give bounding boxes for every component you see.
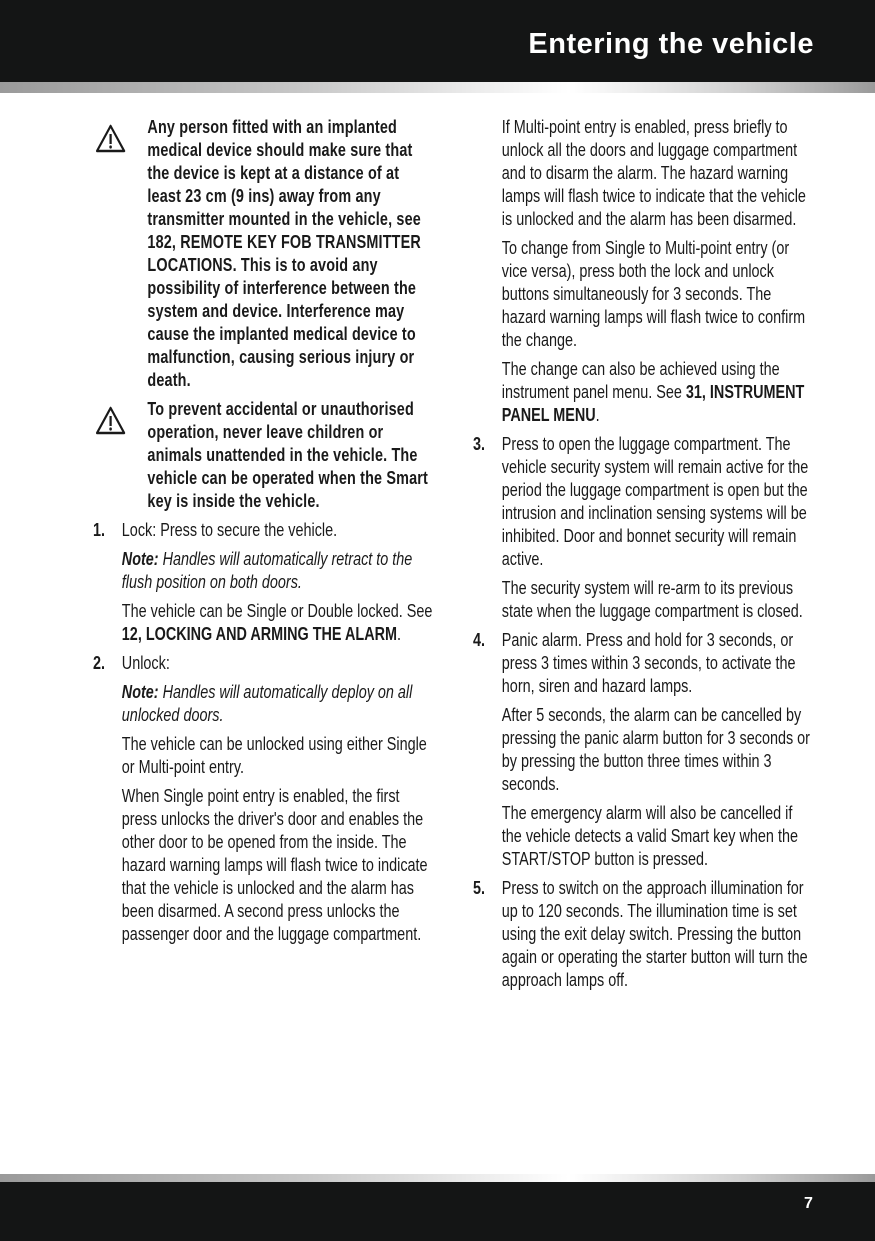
item-text: Lock: Press to secure the vehicle. [121,520,338,540]
paragraph: The security system will re-arm to its previous state when the luggage compartment is closed. [501,578,803,621]
note-text: Handles will automatically deploy on all unlocked doors. [121,682,413,725]
cross-reference-link[interactable]: 31, INSTRUMENT PANEL MENU [501,382,805,425]
warning-triangle-icon [95,406,127,436]
paragraph-end: . [595,405,600,425]
warning-text: To prevent accidental or unauthorised operation, never leave children or animals unattended in the vehicle. The vehicle can be operated when the Smart key is inside the vehicle. [147,399,428,511]
paragraph-end: . [397,624,402,644]
warning-triangle-icon [95,124,127,154]
footer-divider [0,1174,875,1182]
cross-reference-link[interactable]: 12, LOCKING AND ARMING THE ALARM [121,624,398,644]
paragraph: The emergency alarm will also be cancelled if the vehicle detects a valid Smart key when the START/STOP button is pressed. [501,803,798,869]
paragraph-text: The change can also be achieved using the instrument panel menu. See [501,359,780,402]
list-item-panic-alarm [473,629,812,871]
list-item-approach-lamps [473,877,812,992]
header-bar [0,0,875,82]
list-item-unlock [93,652,435,946]
note [122,548,436,594]
paragraph [122,600,436,646]
item-number: 2. [93,653,106,673]
right-column [473,116,875,998]
warning-children [93,398,435,513]
item-text: Panic alarm. Press and hold for 3 seconds, or press 3 times within 3 seconds, to activate the horn, siren and hazard lamps. [501,630,796,696]
paragraph: When Single point entry is enabled, the first press unlocks the driver's door and enables the other door to be opened from the inside. The hazard warning lamps will flash twice to indicate that the vehicle is unlocked and the alarm has been disarmed. A second press unlocks the passenger door and the luggage compartment. [121,786,428,944]
warning-implanted-device [93,116,435,392]
item-text: Press to open the luggage compartment. The vehicle security system will remain active for the period the luggage compartment is open but the intrusion and inclination sensing systems will be inhibited. Door and bonnet security will remain active. [501,434,809,569]
note-text: Handles will automatically retract to the flush position on both doors. [121,549,413,592]
left-column [93,116,521,952]
paragraph: The vehicle can be unlocked using either Single or Multi-point entry. [121,734,427,777]
footer-bar [0,1182,875,1241]
item-number: 1. [93,520,106,540]
item-text: Press to switch on the approach illumination for up to 120 seconds. The illumination time is set using the exit delay switch. Pressing the button again or operating the starter button will turn the approach lamps off. [501,878,808,990]
item-number: 3. [473,434,486,454]
page-number: 7 [804,1195,813,1212]
page-title: Entering the vehicle [528,28,814,60]
paragraph: After 5 seconds, the alarm can be cancelled by pressing the panic alarm button for 3 seconds or by pressing the button three times within 3 seconds. [501,705,810,794]
item-text: Unlock: [121,653,170,673]
header-divider [0,82,875,93]
list-item-luggage [473,433,812,623]
paragraph: If Multi-point entry is enabled, press briefly to unlock all the doors and luggage compartment and to disarm the alarm. The hazard warning lamps will flash twice to indicate that the vehicle is unlocked and the alarm has been disarmed. [501,117,806,229]
item-number: 4. [473,630,486,650]
paragraph: To change from Single to Multi-point entry (or vice versa), press both the lock and unlock buttons simultaneously for 3 seconds. The hazard warning lamps will flash twice to confirm the change. [501,238,806,350]
item-number: 5. [473,878,486,898]
note-label: Note: [121,682,159,702]
note [122,681,436,727]
warning-text: Any person fitted with an implanted medical device should make sure that the device is kept at a distance of at least 23 cm (9 ins) away from any transmitter mounted in the vehicle, see 182, REMOTE KEY FOB TRANSMITTER LOCATIONS. This is to avoid any possibility of interference between the system and device. Interference may cause the implanted medical device to malfunction, causing serious injury or death. [147,117,421,390]
list-item-lock [93,519,435,646]
paragraph [502,358,812,427]
note-label: Note: [121,549,159,569]
paragraph-text: The vehicle can be Single or Double locked. See [121,601,433,621]
